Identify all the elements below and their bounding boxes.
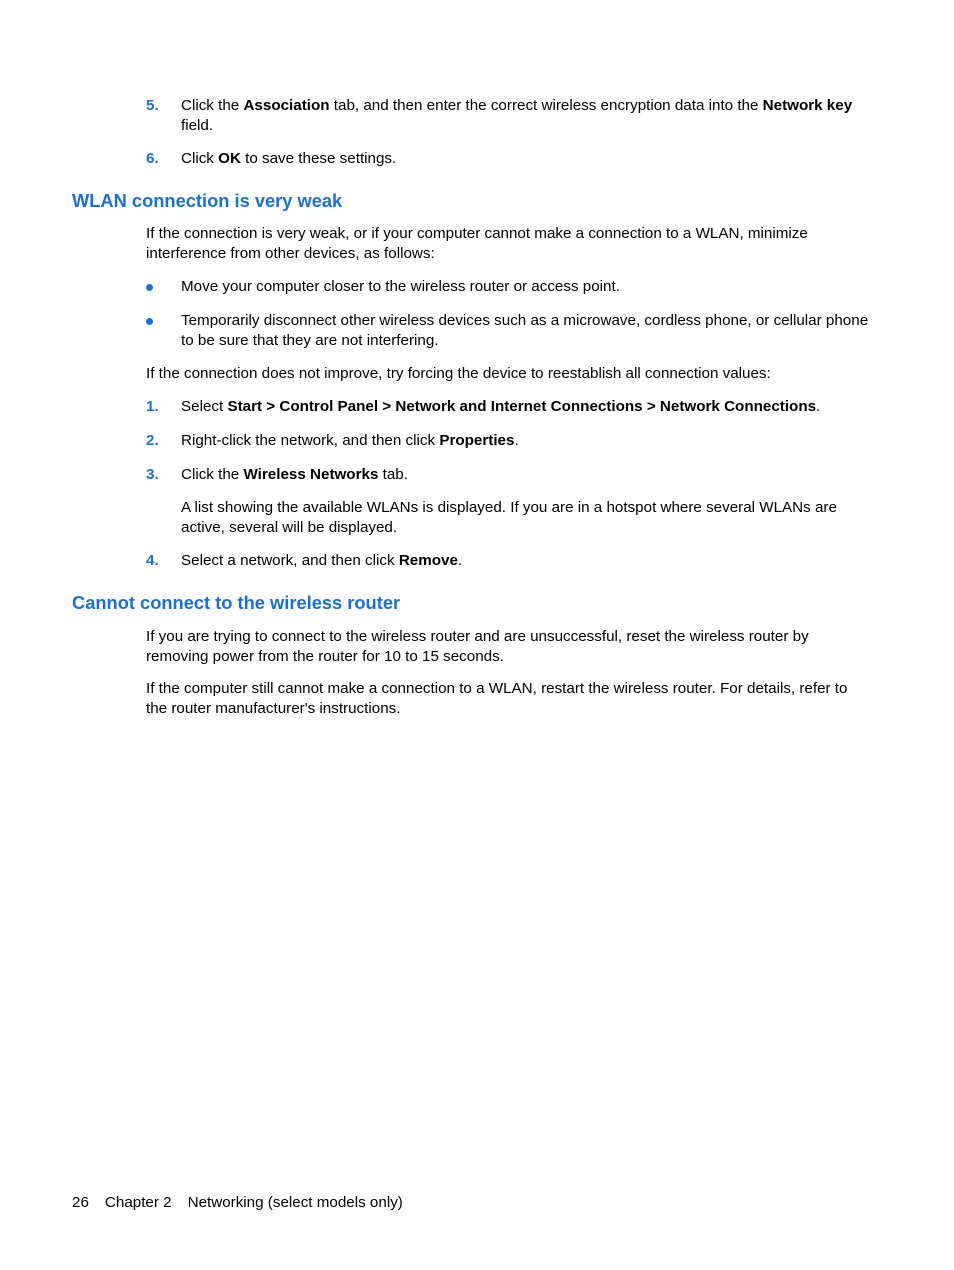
section-heading: Cannot connect to the wireless router [72,592,401,613]
paragraph: If you are trying to connect to the wireless router and are unsuccessful, reset the wireless router by removing power from the router for 10 to 15 seconds. [146,628,809,665]
paragraph: If the connection does not improve, try forcing the device to reestablish all connection values: [146,365,771,382]
bullet-icon [146,284,153,291]
step-number: 1. [146,398,159,415]
step-number: 2. [146,432,159,449]
section-heading: WLAN connection is very weak [72,190,343,211]
step-text: Select Start > Control Panel > Network and Internet Connections > Network Connections. [181,398,821,415]
page-footer [72,1193,419,1213]
bullet-icon [146,318,153,325]
chapter-title: Networking (select models only) [187,1194,403,1211]
bullet-text: Temporarily disconnect other wireless devices such as a microwave, cordless phone, or cellular phone to be sure that they are not interfering. [181,312,869,349]
step-number: 5. [146,97,159,114]
chapter-label: Chapter 2 [104,1194,172,1211]
step-text: Click OK to save these settings. [181,150,397,167]
step-number: 3. [146,466,159,483]
step-note: A list showing the available WLANs is displayed. If you are in a hotspot where several WLANs are active, several will be displayed. [181,499,837,536]
step-number: 4. [146,552,159,569]
bullet-text: Move your computer closer to the wireless router or access point. [181,278,620,295]
page-number: 26 [72,1194,89,1211]
step-text: Click the Association tab, and then enter the correct wireless encryption data into the Network key field. [181,97,853,134]
step-text: Right-click the network, and then click Properties. [181,432,519,449]
step-number: 6. [146,150,159,167]
paragraph: If the computer still cannot make a connection to a WLAN, restart the wireless router. For details, refer to the router manufacturer's instructions. [146,680,848,717]
step-text: Select a network, and then click Remove. [181,552,463,569]
paragraph: If the connection is very weak, or if your computer cannot make a connection to a WLAN, minimize interference from other devices, as follows: [146,225,808,262]
step-text: Click the Wireless Networks tab. [181,466,408,483]
